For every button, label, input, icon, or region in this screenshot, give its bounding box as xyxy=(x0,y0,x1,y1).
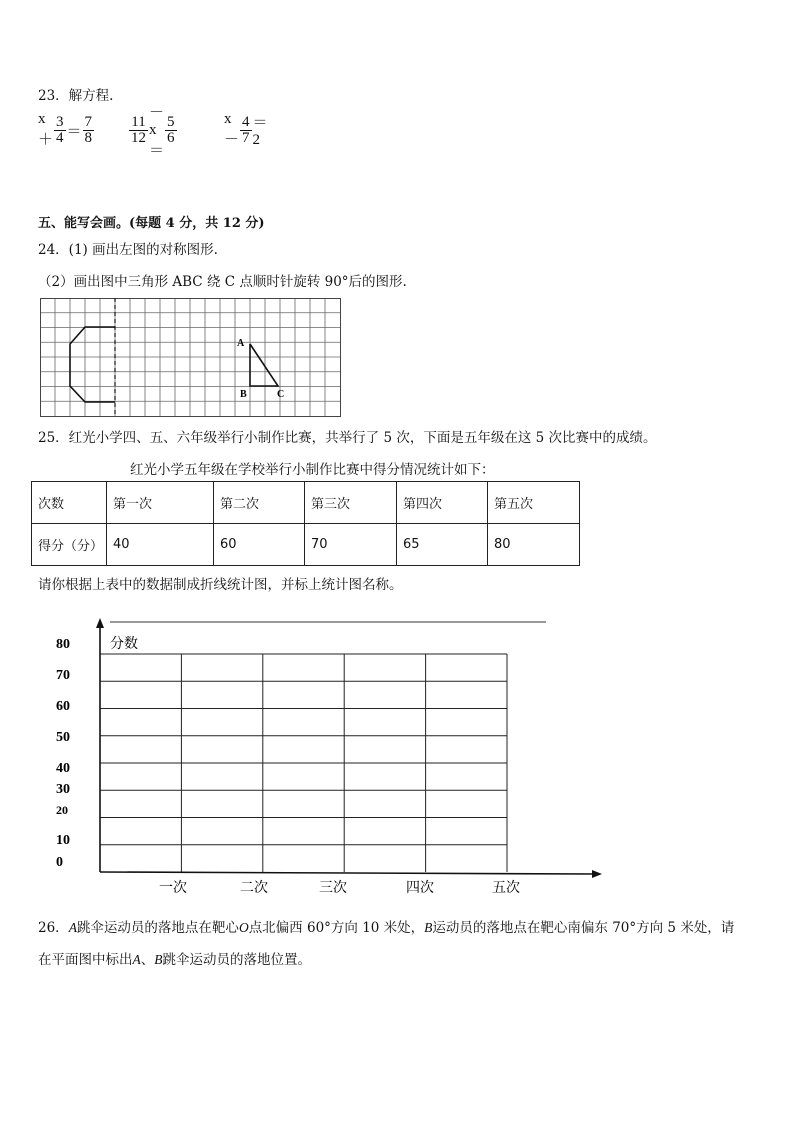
row-cell: 65 xyxy=(397,524,488,566)
eq2-fraction-1: $\frac{11}{12}$ xyxy=(131,113,146,146)
chart-grid xyxy=(100,654,507,872)
eq3-var: x－ xyxy=(224,111,240,148)
q26-text: 跳伞运动员的落地位置。 xyxy=(162,952,311,968)
label-b: B xyxy=(240,389,247,400)
grid-border xyxy=(41,299,341,417)
y-axis-label: 分数 xyxy=(110,636,138,652)
eq2-minus-x: －x＝ xyxy=(149,104,165,159)
q26-text: 在平面图中标出 xyxy=(38,952,133,968)
equation-3 xyxy=(224,108,268,152)
x-tick-label: 四次 xyxy=(406,880,434,896)
q26-point-o: O xyxy=(238,920,249,935)
x-tick-label: 五次 xyxy=(492,880,520,896)
x-tick-labels xyxy=(159,880,520,896)
header-cell: 第四次 xyxy=(397,482,488,524)
label-c: C xyxy=(277,389,285,400)
q26-text: 点北偏西 60°方向 10 米处， xyxy=(248,920,425,936)
x-tick-label: 一次 xyxy=(159,880,187,896)
q25-text: 25．红光小学四、五、六年级举行小制作比赛，共举行了 5 次，下面是五年级在这 5 次比赛中的成绩。 xyxy=(38,430,657,446)
q26-text: 、 xyxy=(140,952,155,968)
header-cell: 次数 xyxy=(32,482,107,524)
row-cell: 70 xyxy=(305,524,397,566)
eq2-fraction-2: $\frac{5}{6}$ xyxy=(167,113,175,146)
x-tick-label: 三次 xyxy=(319,880,347,896)
table-header-row xyxy=(32,482,580,524)
q25-instruction: 请你根据上表中的数据制成折线统计图，并标上统计图名称。 xyxy=(38,577,403,593)
grid-lines xyxy=(40,298,340,416)
score-table xyxy=(31,481,580,566)
table-title: 红光小学五年级在学校举行小制作比赛中得分情况统计如下： xyxy=(130,462,495,478)
label-a: A xyxy=(237,338,245,349)
half-figure-shape xyxy=(70,327,115,402)
row-cell: 60 xyxy=(214,524,305,566)
y-tick-label: 50 xyxy=(56,730,70,745)
y-tick-label: 0 xyxy=(56,855,63,870)
y-tick-label: 10 xyxy=(56,833,70,848)
y-tick-label: 60 xyxy=(56,699,70,714)
q24-grid-figure xyxy=(40,298,342,418)
y-tick-label: 40 xyxy=(56,761,70,776)
x-tick-label: 二次 xyxy=(240,880,268,896)
triangle-abc xyxy=(250,344,278,386)
x-axis xyxy=(100,872,596,874)
eq1-var: x＋ xyxy=(38,111,54,148)
eq3-rhs: ＝2 xyxy=(252,115,268,148)
q24-part-1: 24．(1) 画出左图的对称图形. xyxy=(38,242,218,258)
x-axis-arrow xyxy=(592,870,602,878)
q26-text: 运动员的落地点在靶心南偏东 70°方向 5 米处，请 xyxy=(432,920,735,936)
row-cell: 80 xyxy=(488,524,580,566)
q23-title: 23．解方程. xyxy=(38,88,114,104)
table-row xyxy=(32,524,580,566)
blank-line-chart xyxy=(40,612,610,902)
q26-line-2 xyxy=(38,948,311,968)
q24-part-2: （2）画出图中三角形 ABC 绕 C 点顺时针旋转 90°后的图形. xyxy=(38,274,407,290)
q26-text: 跳伞运动员的落地点在靶心 xyxy=(76,920,239,936)
eq1-equals: ＝ xyxy=(66,123,82,140)
header-cell: 第一次 xyxy=(107,482,214,524)
eq1-fraction-2: $\frac{7}{8}$ xyxy=(84,113,93,146)
eq3-fraction: $\frac{4}{7}$ xyxy=(242,113,250,146)
y-tick-label: 80 xyxy=(56,637,70,652)
header-cell: 第二次 xyxy=(214,482,305,524)
q26-point-a: A xyxy=(68,920,77,935)
row-cell: 40 xyxy=(107,524,214,566)
section-5-title: 五、能写会画。(每题 4 分，共 12 分) xyxy=(38,216,265,231)
row-cell: 得分（分） xyxy=(32,524,107,566)
header-cell: 第三次 xyxy=(305,482,397,524)
equation-2 xyxy=(128,104,178,159)
header-cell: 第五次 xyxy=(488,482,580,524)
q26-point-b: B xyxy=(154,952,163,967)
eq1-fraction-1: $\frac{3}{4}$ xyxy=(56,113,64,146)
y-tick-label: 70 xyxy=(56,668,70,683)
y-tick-label: 20 xyxy=(56,803,68,817)
q26-line-1: 26．A跳伞运动员的落地点在靶心O点北偏西 60°方向 10 米处，B运动员的落地点在靶心南偏东 70°方向 5 米处，请 xyxy=(38,920,735,936)
equation-1 xyxy=(38,108,95,152)
y-tick-labels xyxy=(56,637,70,870)
q26-point-a: A xyxy=(132,952,141,967)
y-tick-label: 30 xyxy=(56,782,70,797)
y-axis-arrow xyxy=(96,618,104,628)
q26-point-b: B xyxy=(424,920,433,935)
